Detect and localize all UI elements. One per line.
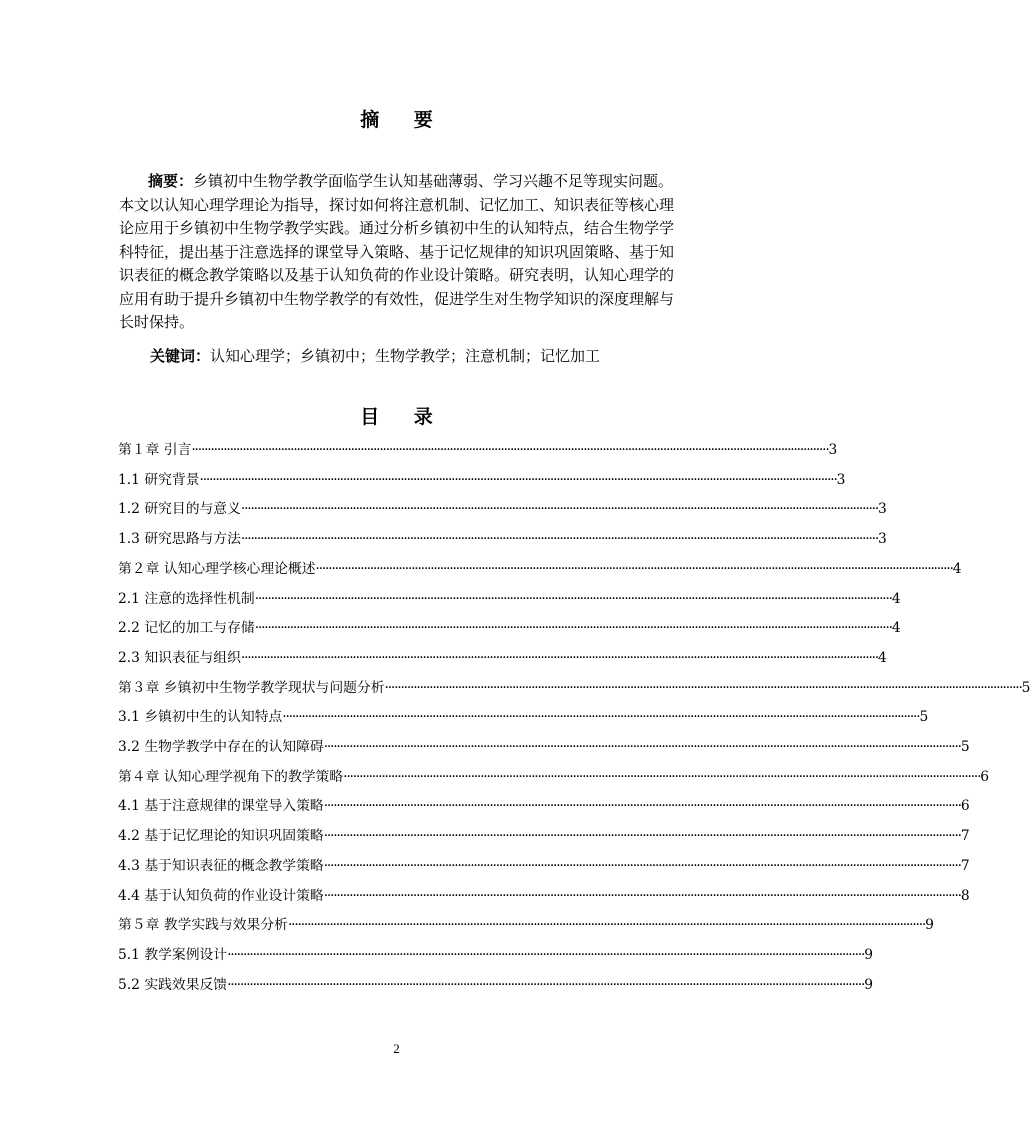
toc-entry[interactable] (118, 589, 901, 609)
toc-entry-page: 7 (960, 828, 970, 845)
toc-entry[interactable] (118, 618, 901, 638)
toc-entry-title: 第５章 教学实践与效果分析 (118, 917, 288, 934)
toc-leader-dots: ········································································································································································································ (240, 531, 879, 548)
toc-entry-title: 3.1 乡镇初中生的认知特点 (118, 709, 283, 726)
toc-entry-title: 1.1 研究背景 (118, 471, 200, 488)
toc-entry-page: 5 (1021, 679, 1030, 696)
toc-entry-page: 7 (960, 857, 970, 874)
toc-entry-title: 第１章 引言 (118, 442, 192, 458)
toc-entry-title: 第２章 认知心理学核心理论概述 (118, 560, 316, 577)
toc-leader-dots: ········································································································································································································ (199, 471, 837, 488)
toc-entry[interactable] (118, 440, 838, 460)
toc-entry-title: 1.3 研究思路与方法 (118, 531, 241, 548)
toc-entry[interactable] (118, 915, 934, 935)
abstract-label: 摘要： (148, 172, 194, 190)
toc-entry-page: 4 (891, 620, 901, 637)
toc-entry-page: 9 (864, 976, 874, 993)
keywords-text: 认知心理学；乡镇初中；生物学教学；注意机制；记忆加工 (210, 347, 601, 365)
toc-entry-page: 6 (980, 768, 990, 785)
toc-entry[interactable] (118, 737, 970, 757)
abstract-body: 乡镇初中生物学教学面临学生认知基础薄弱、学习兴趣不足等现实问题。本文以认知心理学理论为指导，探讨如何将注意机制、记忆加工、知识表征等核心理论应用于乡镇初中生物学教学实践。通过分析乡镇初中生的认知特点，结合生物学学科特征，提出基于注意选择的课堂导入策略、基于记忆规律的知识巩固策略、基于知识表征的概念教学策略以及基于认知负荷的作业设计策略。研究表明，认知心理学的应用有助于提升乡镇初中生物学教学的有效性，促进学生对生物学知识的深度理解与长时保持。 (119, 172, 675, 331)
toc-entry-title: 2.1 注意的选择性机制 (118, 590, 255, 607)
toc-leader-dots: ········································································································································································································ (323, 887, 961, 904)
keywords-line (150, 346, 600, 366)
toc-entry[interactable] (118, 499, 887, 519)
toc-entry-page: 5 (919, 709, 929, 726)
toc-leader-dots: ········································································································································································································ (323, 828, 961, 845)
toc-entry-title: 4.1 基于注意规律的课堂导入策略 (118, 798, 324, 815)
toc-entry-page: 3 (828, 442, 838, 458)
page-number: 2 (393, 1041, 400, 1056)
toc-entry-page: 4 (891, 590, 901, 607)
toc-entry-page: 8 (960, 887, 970, 904)
toc-leader-dots: ········································································································································································································ (227, 976, 865, 993)
toc-entry-page: 3 (878, 501, 887, 518)
toc-entry[interactable] (118, 945, 874, 965)
toc-leader-dots: ········································································································································································································ (240, 649, 879, 666)
toc-title: 目 录 (360, 406, 447, 428)
toc-entry-page: 9 (925, 917, 934, 934)
toc-entry[interactable] (118, 975, 874, 995)
toc-entry[interactable] (118, 470, 846, 490)
toc-entry-title: 4.4 基于认知负荷的作业设计策略 (118, 887, 324, 904)
toc-entry[interactable] (118, 826, 970, 846)
toc-leader-dots: ········································································································································································································ (287, 917, 926, 934)
toc-entry-title: 2.3 知识表征与组织 (118, 649, 241, 666)
toc-entry-title: 5.2 实践效果反馈 (118, 976, 228, 993)
toc-entry-title: 3.2 生物学教学中存在的认知障碍 (118, 739, 324, 755)
toc-entry[interactable] (118, 559, 962, 579)
toc-leader-dots: ········································································································································································································ (191, 442, 829, 458)
toc-leader-dots: ········································································································································································································ (323, 857, 961, 874)
toc-entry-page: 4 (878, 649, 887, 666)
toc-leader-dots: ········································································································································································································ (323, 739, 961, 755)
toc-leader-dots: ········································································································································································································ (254, 590, 892, 607)
toc-entry-page: 3 (878, 531, 887, 548)
toc-entry-title: 2.2 记忆的加工与存储 (118, 620, 255, 637)
toc-entry[interactable] (118, 767, 990, 787)
toc-leader-dots: ········································································································································································································ (315, 560, 953, 577)
toc-entry-page: 6 (960, 798, 970, 815)
toc-entry[interactable] (118, 707, 929, 727)
toc-entry-page: 9 (864, 946, 874, 963)
toc-entry-page: 4 (952, 560, 962, 577)
toc-entry[interactable] (118, 529, 887, 549)
toc-entry-title: 1.2 研究目的与意义 (118, 501, 241, 518)
toc-entry-title: 第４章 认知心理学视角下的教学策略 (118, 768, 344, 785)
toc-entry[interactable] (118, 678, 1030, 698)
toc-entry-title: 4.2 基于记忆理论的知识巩固策略 (118, 828, 324, 845)
toc-entry-title: 4.3 基于知识表征的概念教学策略 (118, 857, 324, 874)
toc-leader-dots: ········································································································································································································ (240, 501, 879, 518)
toc-entry[interactable] (118, 648, 887, 668)
toc-entry-title: 5.1 教学案例设计 (118, 946, 228, 963)
toc-entry-page: 5 (960, 739, 970, 755)
toc-entry[interactable] (118, 796, 970, 816)
toc-leader-dots: ········································································································································································································ (282, 709, 920, 726)
toc-entry-page: 3 (836, 471, 846, 488)
abstract-title: 摘 要 (360, 109, 447, 131)
toc-leader-dots: ········································································································································································································ (254, 620, 892, 637)
toc-leader-dots: ········································································································································································································ (323, 798, 961, 815)
keywords-label: 关键词： (150, 347, 211, 365)
toc-entry-title: 第３章 乡镇初中生物学教学现状与问题分析 (118, 679, 385, 696)
toc-entry[interactable] (118, 886, 970, 906)
toc-entry[interactable] (118, 856, 970, 876)
abstract-paragraph (119, 170, 679, 335)
toc-leader-dots: ········································································································································································································ (384, 679, 1022, 696)
toc-leader-dots: ········································································································································································································ (343, 768, 981, 785)
toc-leader-dots: ········································································································································································································ (227, 946, 865, 963)
